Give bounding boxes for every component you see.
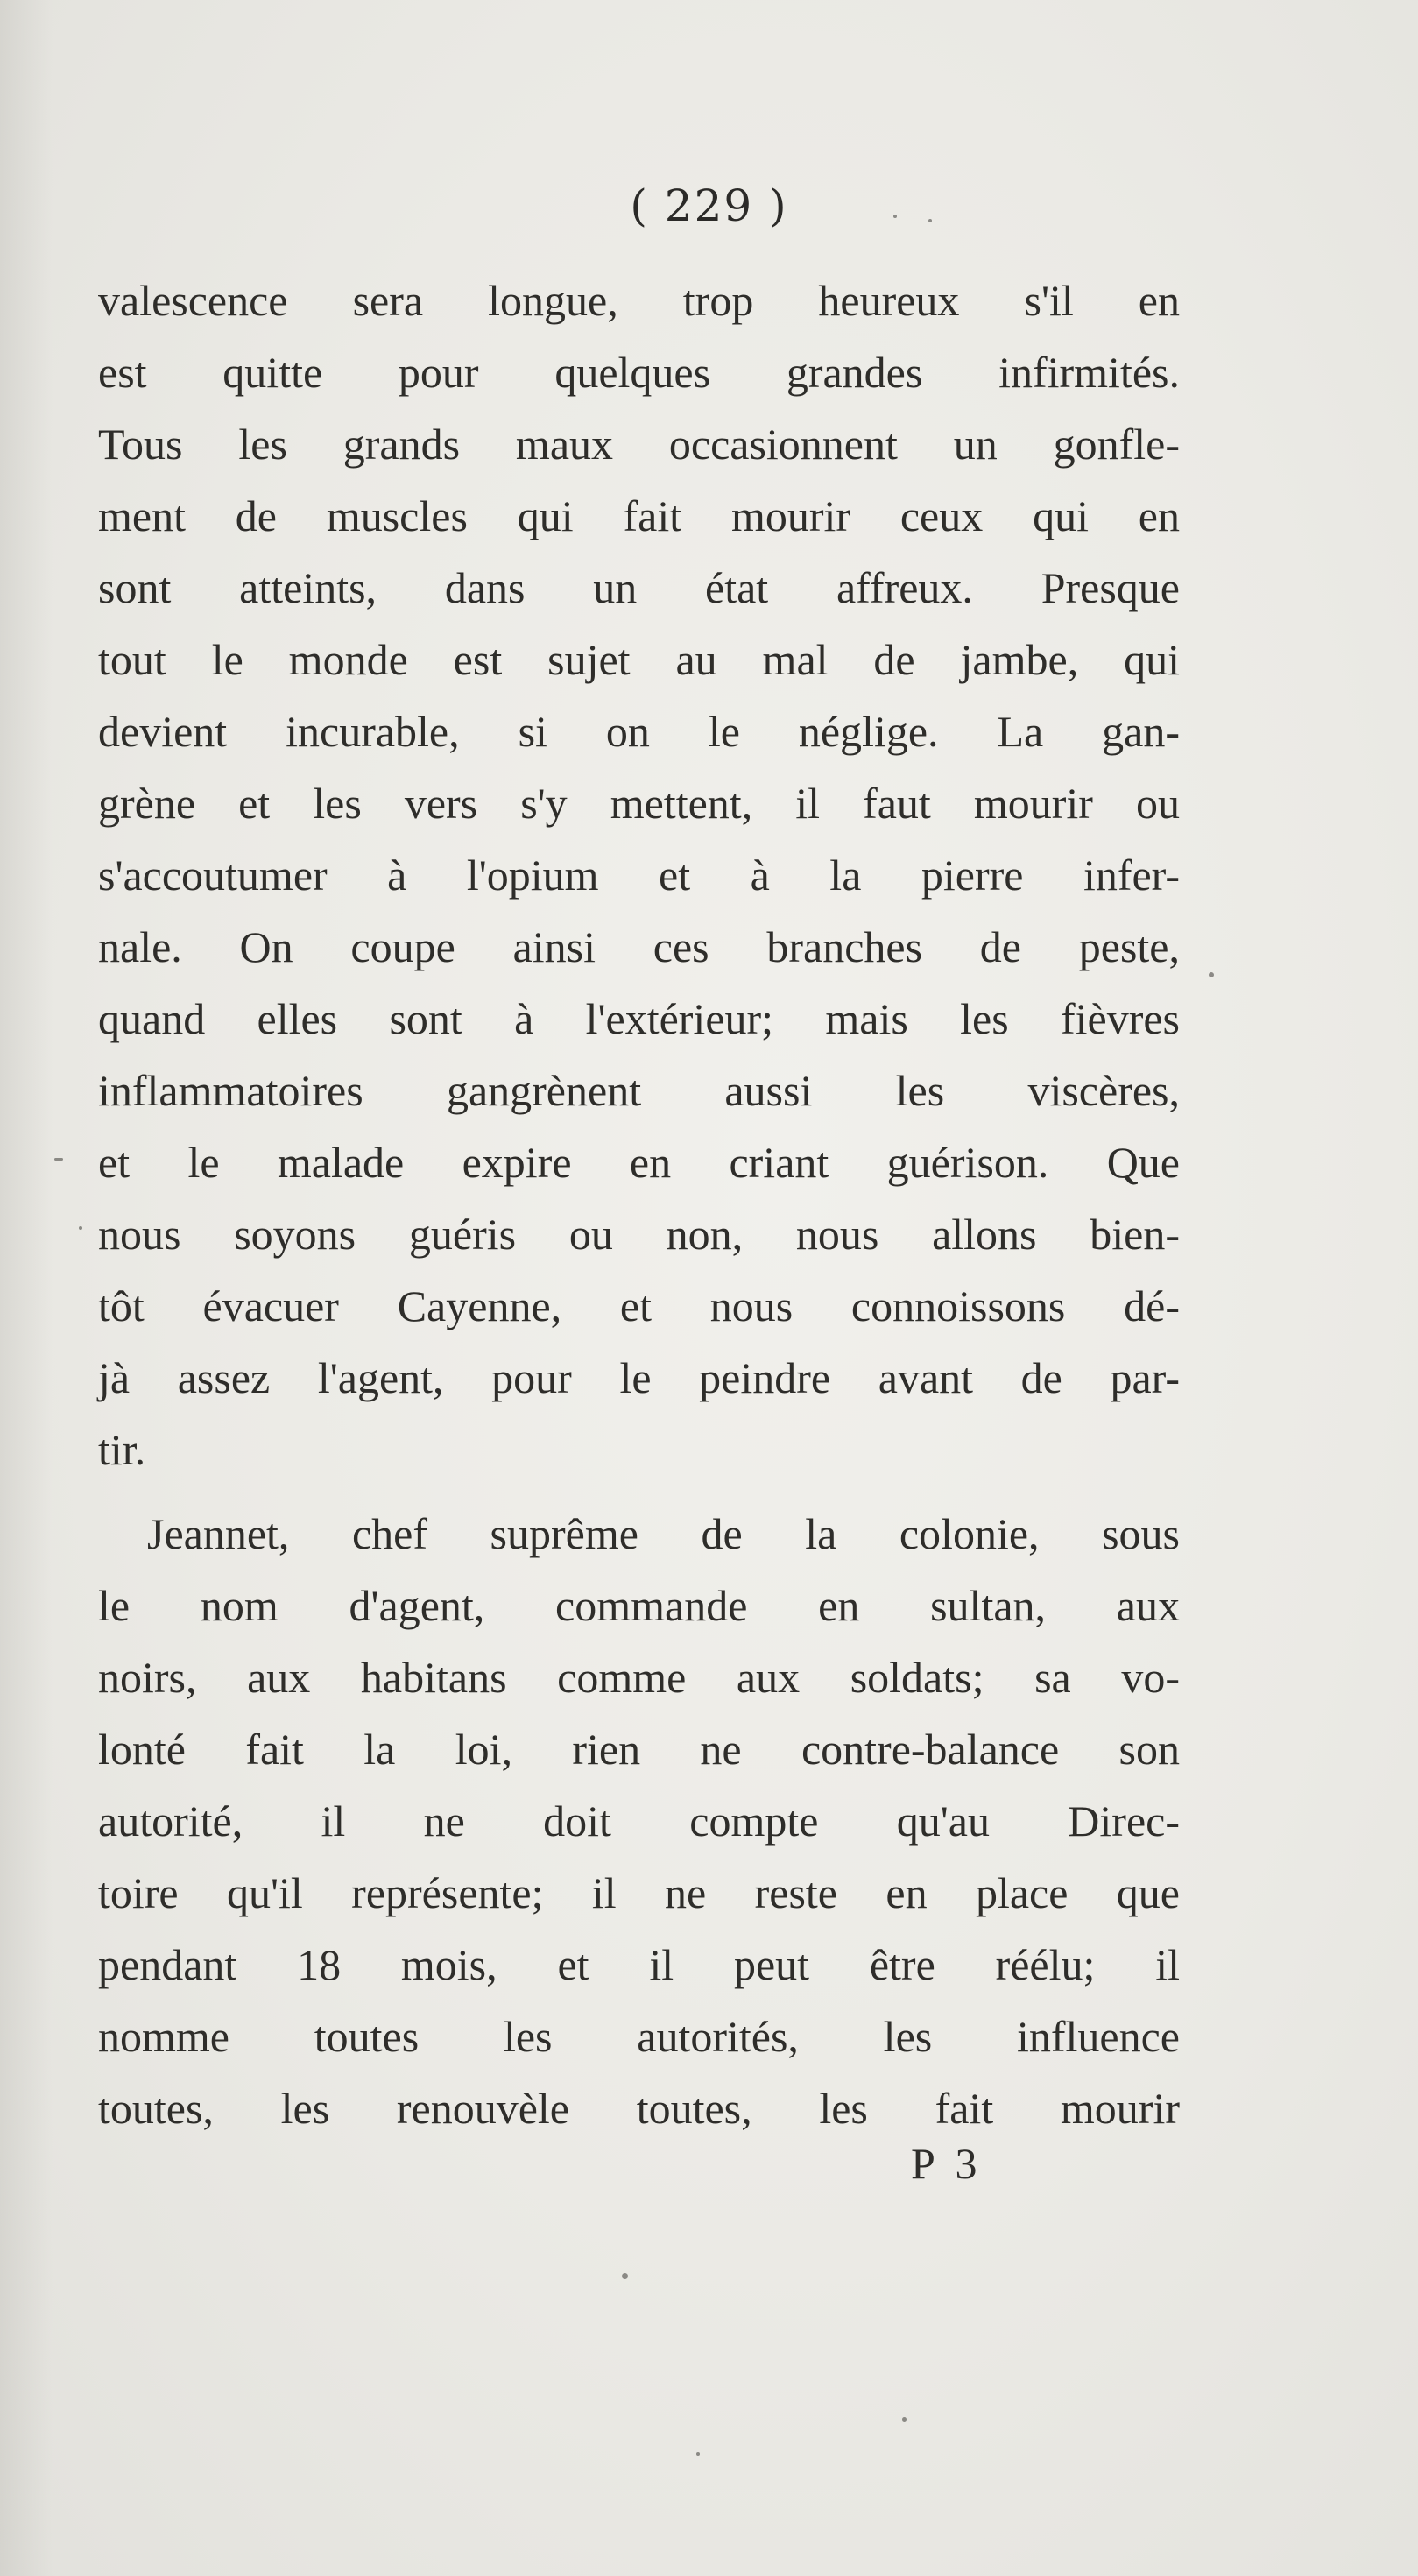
ink-speck	[54, 1158, 63, 1161]
text-line: lonté fait la loi, rien ne contre-balance son	[98, 1725, 1180, 1774]
text-line: devient incurable, si on le néglige. La gan-	[98, 707, 1180, 756]
ink-speck	[79, 1226, 82, 1230]
text-line: jà assez l'agent, pour le peindre avant de par-	[98, 1353, 1180, 1402]
paragraph-jeannet	[98, 1498, 1180, 2144]
text-line: toire qu'il représente; il ne reste en place que	[98, 1868, 1180, 1917]
text-line: autorité, il ne doit compte qu'au Direc-	[98, 1796, 1180, 1846]
page-edge-shadow	[0, 0, 53, 2576]
signature-mark: P 3	[911, 2139, 983, 2188]
text-line: sont atteints, dans un état affreux. Presque	[98, 563, 1180, 612]
ink-speck	[696, 2452, 700, 2456]
paragraph-gap	[98, 1486, 1180, 1498]
text-line: tôt évacuer Cayenne, et nous connoissons dé-	[98, 1281, 1180, 1330]
text-line: Tous les grands maux occasionnent un gonfle-	[98, 420, 1180, 469]
text-line: tout le monde est sujet au mal de jambe, qui	[98, 635, 1180, 684]
text-line: nous soyons guéris ou non, nous allons bien-	[98, 1210, 1180, 1259]
ink-speck	[1209, 972, 1214, 977]
text-line: pendant 18 mois, et il peut être réélu; il	[98, 1940, 1180, 1989]
text-line: nomme toutes les autorités, les influence	[98, 2012, 1180, 2061]
text-line: noirs, aux habitans comme aux soldats; sa vo-	[98, 1653, 1180, 1702]
text-line: et le malade expire en criant guérison. Que	[98, 1138, 1180, 1187]
text-line: est quitte pour quelques grandes infirmités.	[98, 348, 1180, 397]
body-text	[98, 265, 1180, 2144]
ink-speck	[928, 219, 932, 222]
ink-speck	[893, 215, 897, 218]
text-line: nale. On coupe ainsi ces branches de peste,	[98, 922, 1180, 971]
text-line: inflammatoires gangrènent aussi les viscères,	[98, 1066, 1180, 1115]
text-line: valescence sera longue, trop heureux s'il en	[98, 276, 1180, 325]
text-line: toutes, les renouvèle toutes, les fait mourir	[98, 2084, 1180, 2133]
ink-speck	[622, 2273, 628, 2279]
paragraph-continuation	[98, 265, 1180, 1486]
text-line: grène et les vers s'y mettent, il faut mourir ou	[98, 779, 1180, 828]
ink-speck	[902, 2417, 907, 2422]
text-line: ment de muscles qui fait mourir ceux qui en	[98, 491, 1180, 540]
text-line: le nom d'agent, commande en sultan, aux	[98, 1581, 1180, 1630]
text-line: quand elles sont à l'extérieur; mais les fièvres	[98, 994, 1180, 1043]
text-line: Jeannet, chef suprême de la colonie, sous	[147, 1509, 1180, 1558]
page-number: ( 229 )	[630, 180, 788, 231]
text-line: tir.	[98, 1425, 146, 1474]
text-line: s'accoutumer à l'opium et à la pierre infer-	[98, 850, 1180, 900]
